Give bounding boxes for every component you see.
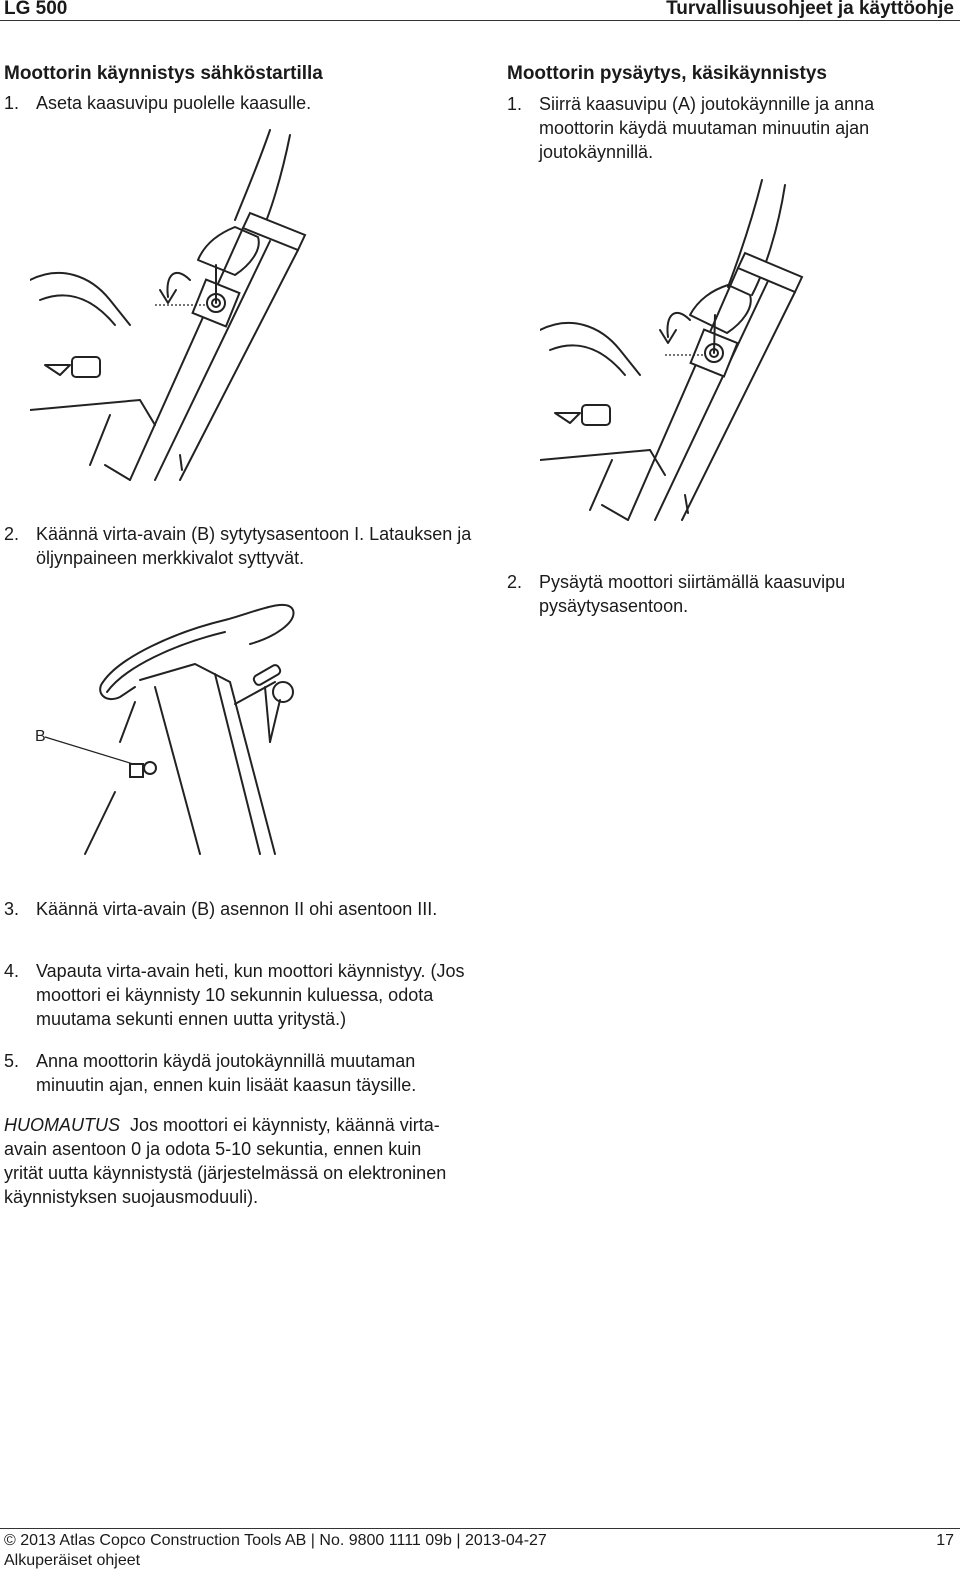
step-number: 4. [4,961,20,981]
note-label: HUOMAUTUS [4,1115,120,1135]
left-step-2 [4,522,474,570]
label-b: B [35,728,46,745]
step-number: 1. [4,93,20,113]
product-name: LG 500 [4,0,68,19]
left-step-4 [4,959,474,1031]
left-step-5 [4,1049,474,1097]
right-step-2 [507,570,927,618]
note-text: Jos moottori ei käynnisty, käännä virta-avain asentoon 0 ja odota 5-10 sekuntia, ennen kuin yrität uutta käynnistystä (järjestelmässä on elektroninen käynnistyksen suojausmoduuli). [4,1115,447,1207]
section-title: Turvallisuusohjeet ja käyttöohje [666,0,954,19]
step-text: Vapauta virta-avain heti, kun moottori käynnistyy. (Jos moottori ei käynnisty 10 sekunnin kuluessa, odota muutama sekunti ennen uutta yritystä.) [36,961,465,1029]
header-divider [0,20,960,21]
step-text: Pysäytä moottori siirtämällä kaasuvipu pysäytysasentoon. [539,572,846,616]
right-heading: Moottorin pysäytys, käsikäynnistys [507,63,827,84]
footer-copyright: © 2013 Atlas Copco Construction Tools AB | No. 9800 1111 09b | 2013-04-27 [4,1532,547,1549]
throttle-idle-illustration [540,175,840,530]
step-text: Käännä virta-avain (B) sytytysasentoon I. Latauksen ja öljynpaineen merkkivalot syttyvät. [36,524,472,568]
page-number: 17 [936,1532,954,1549]
step-number: 2. [507,572,523,592]
left-heading: Moottorin käynnistys sähköstartilla [4,63,323,84]
step-text: Siirrä kaasuvipu (A) joutokäynnille ja anna moottorin käydä muutaman minuutin ajan joutokäynnillä. [539,94,875,162]
step-number: 5. [4,1051,20,1071]
step-number: 1. [507,94,523,114]
footer-divider [0,1528,960,1529]
throttle-half-illustration [30,125,330,485]
note-block [4,1113,464,1209]
left-step-1 [4,91,474,115]
left-step-3 [4,897,474,921]
step-text: Käännä virta-avain (B) asennon II ohi asentoon III. [36,899,438,919]
step-text: Anna moottorin käydä joutokäynnillä muutaman minuutin ajan, ennen kuin lisäät kaasun täysille. [36,1051,417,1095]
step-text: Aseta kaasuvipu puolelle kaasulle. [36,93,312,113]
right-step-1 [507,92,927,164]
ignition-key-illustration [25,592,365,857]
step-number: 2. [4,524,20,544]
step-number: 3. [4,899,20,919]
footer-original: Alkuperäiset ohjeet [4,1552,141,1569]
